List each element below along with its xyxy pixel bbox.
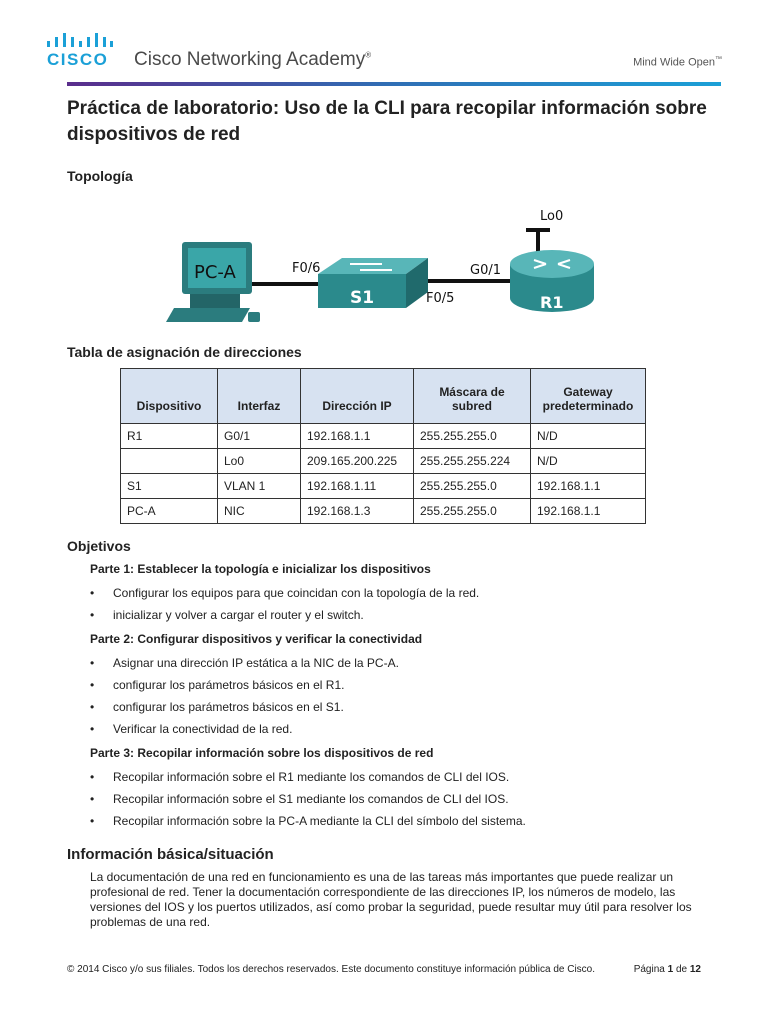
page-number: Página 1 de 12 <box>633 964 701 975</box>
table-row <box>121 474 646 499</box>
table-cell: S1 <box>121 474 218 499</box>
pc-label: PC-A <box>194 262 236 283</box>
table-cell: 255.255.255.0 <box>414 474 531 499</box>
table-cell: PC-A <box>121 499 218 524</box>
pc-port-label: F0/6 <box>292 261 321 276</box>
tagline: Mind Wide Open™ <box>633 56 722 69</box>
col-header: Máscara de subred <box>414 369 531 424</box>
table-cell: G0/1 <box>218 424 301 449</box>
objectives-heading: Objetivos <box>67 538 131 554</box>
table-cell: 192.168.1.11 <box>301 474 414 499</box>
col-header: Dispositivo <box>121 369 218 424</box>
table-row <box>121 424 646 449</box>
copyright-text: © 2014 Cisco y/o sus filiales. Todos los derechos reservados. Este documento constituye información pública de Cisco. <box>67 964 596 975</box>
table-cell: N/D <box>531 449 646 474</box>
table-cell: 192.168.1.1 <box>531 499 646 524</box>
router-label: R1 <box>540 293 564 312</box>
page-title: Práctica de laboratorio: Uso de la CLI para recopilar información sobre dispositivos de red <box>67 98 707 145</box>
background-heading: Información básica/situación <box>67 846 274 863</box>
table-cell: NIC <box>218 499 301 524</box>
table-cell: 255.255.255.224 <box>414 449 531 474</box>
address-table-heading: Tabla de asignación de direcciones <box>67 344 302 360</box>
table-cell: 255.255.255.0 <box>414 424 531 449</box>
part-2-title: Parte 2: Configurar dispositivos y verificar la conectividad <box>90 632 423 646</box>
document-header <box>0 0 768 90</box>
table-cell <box>121 449 218 474</box>
table-header-row <box>121 369 646 424</box>
table-cell: R1 <box>121 424 218 449</box>
switch-label: S1 <box>350 288 375 308</box>
header-rule <box>67 82 721 86</box>
topology-diagram <box>160 200 610 330</box>
table-cell: VLAN 1 <box>218 474 301 499</box>
loopback-label: Lo0 <box>540 209 564 224</box>
table-cell: 192.168.1.1 <box>301 424 414 449</box>
router-port-label: G0/1 <box>470 263 501 278</box>
background-paragraph: La documentación de una red en funcionamiento es una de las tareas más importantes que puede realizar un profesional de red. Tener la documentación correspondiente de las direcciones IP, los números de modelo, las versiones del IOS y los puertos utilizados, así como probar la seguridad, puede resultar muy útil para resolver los problemas de una red. <box>90 870 692 929</box>
page-footer <box>67 964 701 975</box>
col-header: Gateway predeterminado <box>531 369 646 424</box>
academy-name: Cisco Networking Academy® <box>134 49 372 70</box>
table-cell: Lo0 <box>218 449 301 474</box>
col-header: Dirección IP <box>301 369 414 424</box>
cisco-logo-bars <box>47 33 113 49</box>
cisco-logo-text: CISCO <box>47 50 109 69</box>
address-table <box>120 368 646 524</box>
table-cell: 192.168.1.3 <box>301 499 414 524</box>
topology-heading: Topología <box>67 168 133 184</box>
col-header: Interfaz <box>218 369 301 424</box>
switch-port-label: F0/5 <box>426 291 455 306</box>
part-3-title: Parte 3: Recopilar información sobre los dispositivos de red <box>90 746 434 760</box>
table-cell: 209.165.200.225 <box>301 449 414 474</box>
table-cell: 255.255.255.0 <box>414 499 531 524</box>
table-cell: 192.168.1.1 <box>531 474 646 499</box>
table-row <box>121 499 646 524</box>
part-1-title: Parte 1: Establecer la topología e inicializar los dispositivos <box>90 562 431 576</box>
table-cell: N/D <box>531 424 646 449</box>
table-row <box>121 449 646 474</box>
